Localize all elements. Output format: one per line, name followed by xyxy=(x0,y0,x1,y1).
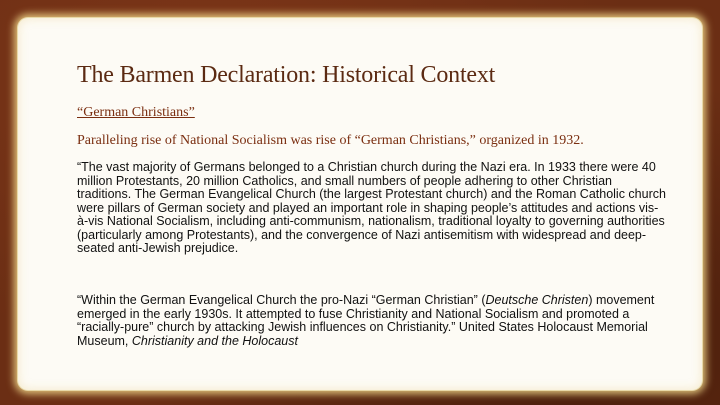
slide xyxy=(18,18,702,390)
quote2-text-a: “Within the German Evangelical Church the pro-Nazi “German Christian” ( xyxy=(77,293,486,307)
quote2-source-title: Christianity and the Holocaust xyxy=(131,333,298,348)
lead-statement: Paralleling rise of National Socialism was rise of “German Christians,” organized in 1932. xyxy=(77,133,584,148)
quote-paragraph-1: “The vast majority of Germans belonged to a Christian church during the Nazi era. In 1933 there were 40 million Protestants, 20 million Catholics, and small numbers of people adhering to other Christian traditions. The German Evangelical Church (the largest Protestant church) and the Roman Catholic church were pillars of German society and played an important role in shaping people’s attitudes and actions vis-à-vis National Socialism, including anti-communism, nationalism, traditional loyalty to governing authorities (particularly among Protestants), and the convergence of Nazi antisemitism with widespread and deep-seated anti-Jewish prejudice. xyxy=(77,160,666,255)
quote-paragraph-2 xyxy=(77,294,667,348)
quote2-italic-term: Deutsche Christen xyxy=(485,293,589,307)
quote2-text-b: ) movement emerged in the early 1930s. It attempted to fuse Christianity and National Socialism and promoted a “racially-pure” church by attacking Jewish influences on Christianity.” United States Holocaust Memorial Museum, xyxy=(77,293,655,348)
slide-subtitle: “German Christians” xyxy=(77,105,195,120)
slide-title: The Barmen Declaration: Historical Context xyxy=(77,62,496,88)
